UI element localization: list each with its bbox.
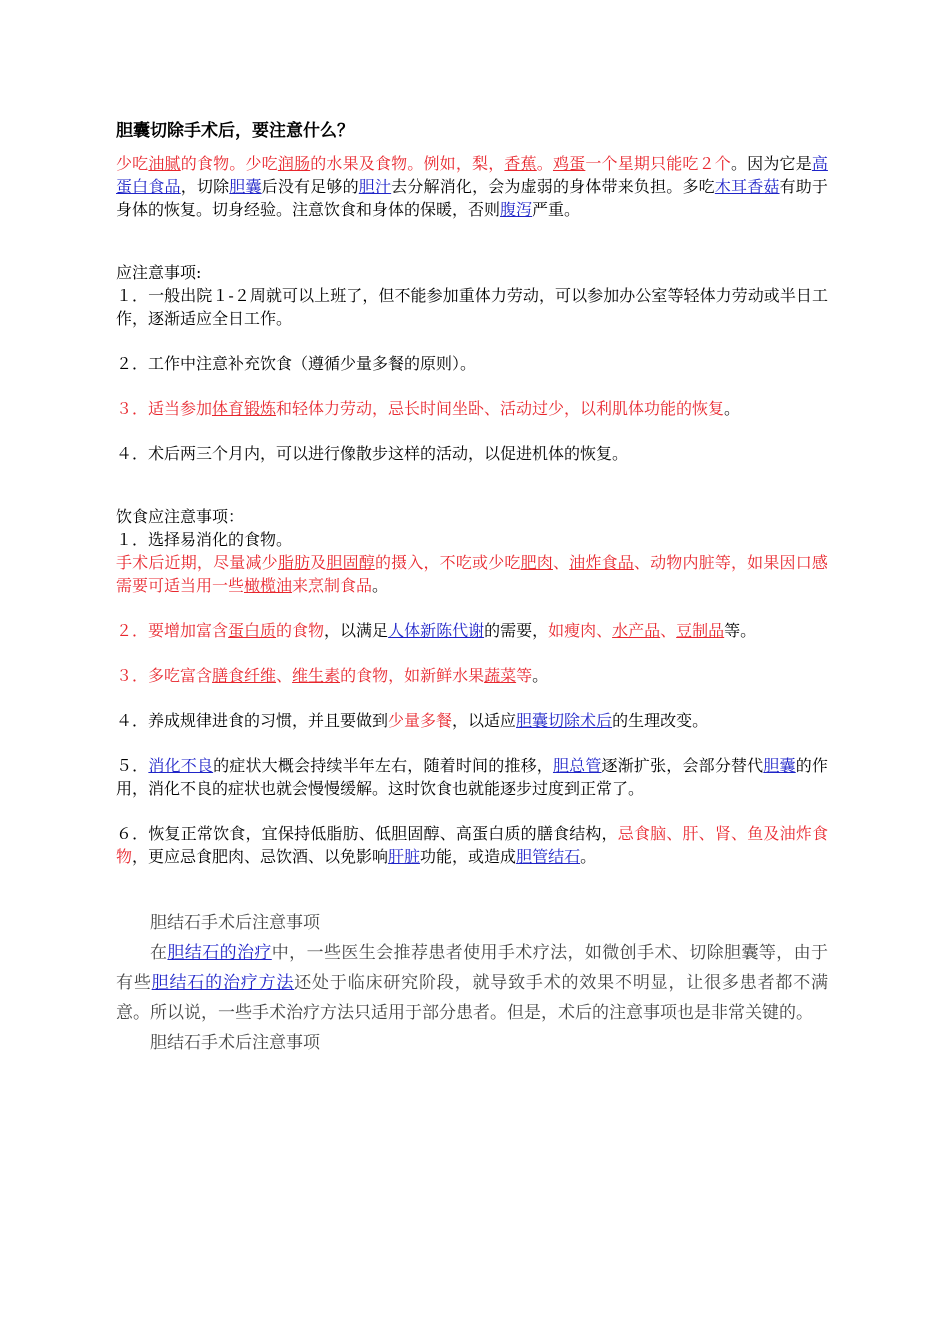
text-link[interactable]: 胆结石的治疗 xyxy=(167,943,272,962)
text-run: 的食物 xyxy=(276,621,325,640)
section3-heading: 胆结石手术后注意事项 xyxy=(150,913,320,932)
section3-paragraph xyxy=(116,938,828,1028)
text-run: 。 xyxy=(580,847,597,866)
text-link[interactable]: 蛋白质 xyxy=(228,621,277,640)
text-link[interactable]: 蔬菜 xyxy=(484,666,517,685)
text-run: 有助于身体的恢复。切身经验。注意饮食和身体的保暖，否则 xyxy=(116,177,828,219)
text-link[interactable]: 肝脏 xyxy=(388,847,421,866)
section2-item-6 xyxy=(116,822,828,868)
text-run: 在 xyxy=(150,943,168,962)
text-run: 的症状大概会持续半年左右，随着时间的推移， xyxy=(213,756,553,775)
text-link[interactable]: 胆囊 xyxy=(229,177,262,196)
text-run: ３．适当参加 xyxy=(116,399,213,418)
text-run: 还处于临床研究阶段，就导致手术的效果不明显，让很多患者都不满意。所以说，一些手术治疗方法只适用于部分患者。但是，术后的注意事项也是非常关键的。 xyxy=(116,973,829,1022)
text-run: ，以满足 xyxy=(324,621,389,640)
text-link[interactable]: 豆制品 xyxy=(676,621,725,640)
text-link[interactable]: 橄榄油 xyxy=(244,576,293,595)
text-run: 。 xyxy=(724,399,741,418)
text-run: 、动物内脏等，如果因口感需要可适当用一些 xyxy=(116,553,828,595)
text-run: 的作用，消化不良的症状也就会慢慢缓解。这时饮食也就能逐步过度到正常了。 xyxy=(116,756,828,798)
text-link[interactable]: 胆汁 xyxy=(358,177,392,196)
text-link[interactable]: 木耳香菇 xyxy=(714,177,780,196)
text-run: ２．工作中注意补充饮食（遵循少量多餐的原则）。 xyxy=(116,354,477,373)
section2-item-5 xyxy=(116,754,828,800)
text-run: １．一般出院１-２周就可以上班了，但不能参加重体力劳动，可以参加办公室等轻体力劳动或半日工作，逐渐适应全日工作。 xyxy=(116,286,828,328)
text-link[interactable]: 消化不良 xyxy=(148,756,214,775)
text-run: 去分解消化，会为虚弱的身体带来负担。多吃 xyxy=(391,177,715,196)
text-link[interactable]: 膳食纤维 xyxy=(212,666,277,685)
text-run: 等。 xyxy=(724,621,757,640)
text-run: 后没有足够的 xyxy=(261,177,359,196)
text-run: 、 xyxy=(552,553,570,572)
text-run: 。 xyxy=(532,666,549,685)
text-run: ５． xyxy=(116,756,149,775)
section2-heading: 饮食应注意事项： xyxy=(116,507,245,526)
text-run: 一个星期只能吃２个 xyxy=(585,154,731,173)
text-link[interactable]: 水产品 xyxy=(612,621,661,640)
text-run: 、 xyxy=(276,666,293,685)
text-run: 功能，或造成 xyxy=(420,847,517,866)
section1-heading: 应注意事项: xyxy=(116,263,202,282)
text-run: 的水果及食物。例如，梨， xyxy=(310,154,505,173)
text-run: ，以适应 xyxy=(452,711,517,730)
text-link[interactable]: 油炸食品 xyxy=(569,553,634,572)
text-link[interactable]: 肥肉 xyxy=(520,553,553,572)
document-body xyxy=(116,120,828,1058)
text-run: 忌食脑、肝、肾、鱼及油炸食物 xyxy=(116,824,828,866)
section2-item-4 xyxy=(116,709,828,732)
text-run: 手术后近期，尽量减少 xyxy=(116,553,278,572)
text-run: ６．恢复正常饮食，宜保持低脂肪、低胆固醇、高蛋白质的膳食结构， xyxy=(116,824,618,843)
text-link[interactable]: 腹泻 xyxy=(500,200,533,219)
text-run: 少量多餐 xyxy=(388,711,453,730)
text-link[interactable]: 胆囊 xyxy=(763,756,796,775)
text-link[interactable]: 胆结石的治疗方法 xyxy=(151,973,295,992)
text-run: 的食物，如新鲜水果 xyxy=(340,666,485,685)
text-link[interactable]: 高蛋白食品 xyxy=(116,154,828,196)
text-link[interactable]: 油腻 xyxy=(148,154,181,173)
text-run: 。 xyxy=(536,154,553,173)
text-link[interactable]: 体育锻炼 xyxy=(212,399,277,418)
section1-item-2 xyxy=(116,352,828,375)
text-link[interactable]: 香蕉 xyxy=(504,154,537,173)
text-run: 少吃 xyxy=(116,154,149,173)
text-run: 的食物。少吃 xyxy=(180,154,278,173)
text-run: 严重。 xyxy=(532,200,581,219)
text-run: 来烹制食品 xyxy=(292,576,373,595)
text-run: 。 xyxy=(372,576,389,595)
text-link[interactable]: 维生素 xyxy=(292,666,341,685)
text-run: 等 xyxy=(516,666,533,685)
text-link[interactable]: 脂肪 xyxy=(277,553,311,572)
section2-item-1-title: １．选择易消化的食物。 xyxy=(116,530,293,549)
text-run: 。因为它是 xyxy=(730,154,812,173)
text-run: 的生理改变。 xyxy=(612,711,709,730)
text-run: 逐渐扩张，会部分替代 xyxy=(601,756,764,775)
section2-item-2 xyxy=(116,619,828,642)
text-link[interactable]: 胆总管 xyxy=(552,756,602,775)
section1-item-1 xyxy=(116,284,828,330)
text-link[interactable]: 胆囊切除术后 xyxy=(516,711,613,730)
text-run: 及 xyxy=(310,553,327,572)
intro-paragraph xyxy=(116,152,828,221)
section1-item-4 xyxy=(116,442,828,465)
text-run: 的摄入，不吃或少吃 xyxy=(374,553,521,572)
section1-item-3 xyxy=(116,397,828,420)
text-link[interactable]: 胆固醇 xyxy=(326,553,375,572)
document-title: 胆囊切除手术后，要注意什么？ xyxy=(116,121,354,141)
text-run: ，更应忌食肥肉、忌饮酒、以免影响 xyxy=(132,847,389,866)
text-run: 和轻体力劳动，忌长时间坐卧、活动过少，以利肌体功能的恢复 xyxy=(276,399,725,418)
text-run: 如瘦肉、 xyxy=(548,621,613,640)
text-link[interactable]: 鸡蛋 xyxy=(552,154,586,173)
text-run: ３．多吃富含 xyxy=(116,666,213,685)
text-run: ４．养成规律进食的习惯，并且要做到 xyxy=(116,711,389,730)
section2-item-3 xyxy=(116,664,828,687)
text-link[interactable]: 润肠 xyxy=(277,154,311,173)
section2-item-1-body xyxy=(116,551,828,597)
text-link[interactable]: 人体新陈代谢 xyxy=(388,621,485,640)
section3-heading-repeat: 胆结石手术后注意事项 xyxy=(150,1033,320,1052)
text-run: ，切除 xyxy=(180,177,230,196)
text-run: 中，一些医生会推荐患者使用手术疗法，如微创手术、切除胆囊等，由于有些 xyxy=(116,943,829,992)
text-run: 的需要， xyxy=(484,621,549,640)
text-link[interactable]: 胆管结石 xyxy=(516,847,581,866)
text-run: ２．要增加富含 xyxy=(116,621,229,640)
text-run: ４．术后两三个月内，可以进行像散步这样的活动，以促进机体的恢复。 xyxy=(116,444,629,463)
text-run: 、 xyxy=(660,621,677,640)
